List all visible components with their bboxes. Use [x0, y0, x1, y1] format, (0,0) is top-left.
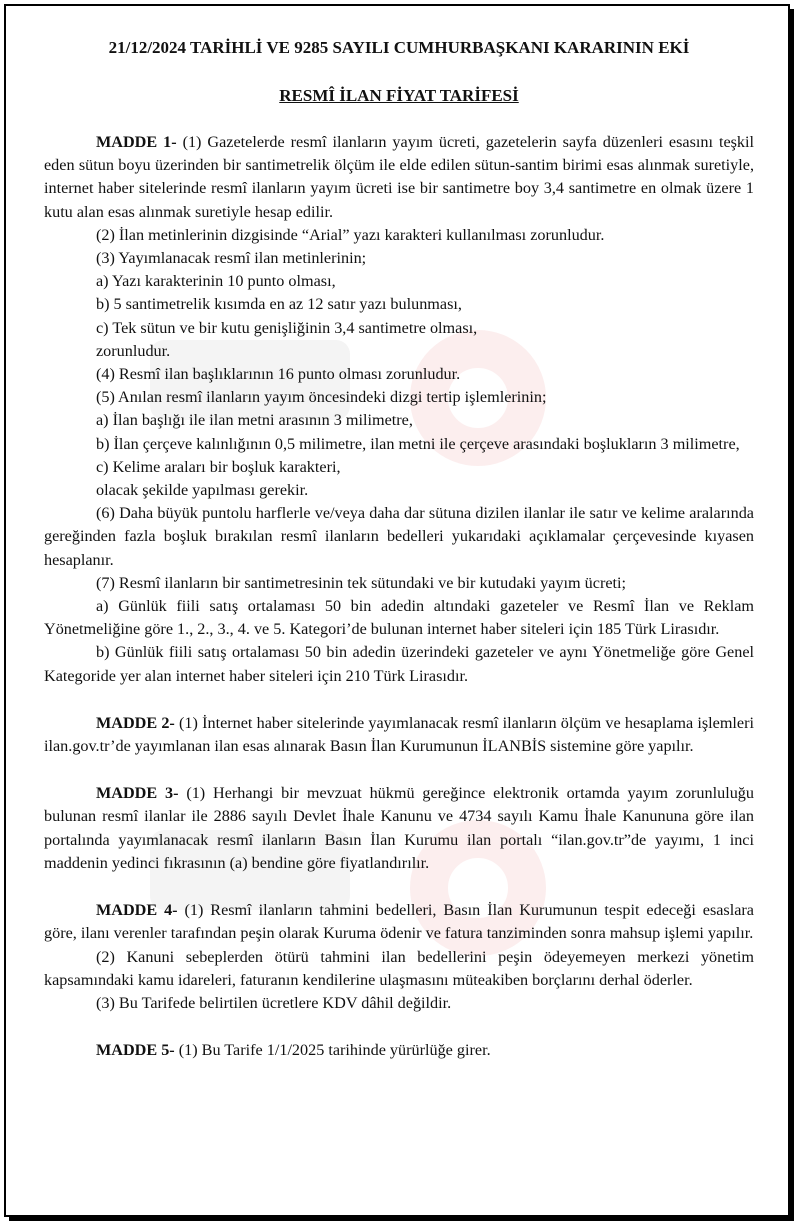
document-subtitle: RESMÎ İLAN FİYAT TARİFESİ — [279, 86, 519, 105]
madde-1-item-5b: b) İlan çerçeve kalınlığının 0,5 milimetre, ilan metni ile çerçeve arasındaki boşlukların 3 milimetre, — [96, 434, 740, 453]
madde-2-heading: MADDE 2- — [96, 713, 175, 732]
document-body — [44, 131, 754, 1062]
madde-1-item-3c: c) Tek sütun ve bir kutu genişliğinin 3,4 santimetre olması, — [96, 318, 478, 337]
madde-4-paragraph-2: (2) Kanuni sebeplerden ötürü tahmini ilan bedellerini peşin ödeyemeyen merkezi yönetim kapsamındaki kamu idareleri, faturanın kendilerine ulaşmasını müteakiben borçlarını derhal öderler. — [44, 947, 754, 989]
madde-1-paragraph-1: MADDE 1- (1) Gazetelerde resmî ilanların yayım ücreti, gazetelerin sayfa düzenleri esasını teşkil eden sütun boyu üzerinden bir santimetrelik ölçüm ile elde edilen sütun-santim birimi esas alınmak suretiyle, internet haber sitelerinde resmî ilanların yayım ücreti ise bir santimetre boy 3,4 santimetre en olmak üzere 1 kutu alan esas alınmak suretiyle hesap edilir. — [44, 133, 755, 221]
madde-1-item-3a: a) Yazı karakterinin 10 punto olması, — [96, 272, 336, 291]
madde-3-heading: MADDE 3- — [96, 784, 179, 803]
madde-2-paragraph-1: MADDE 2- (1) İnternet haber sitelerinde yayımlanacak resmî ilanların ölçüm ve hesaplama işlemleri ilan.gov.tr’de yayımlanan ilan esas alınarak Basın İlan Kurumunun İLANBİS sistemine göre yapılır. — [44, 713, 755, 756]
madde-1-paragraph-6: (6) Daha büyük puntolu harflerle ve/veya daha dar sütuna dizilen ilanlar ile satır ve kelime aralarında gereğinden fazla boşluk bırakılan resmî ilanların bedelleri yukarıdaki açıklamalar çerçevesinde kıyasen hesaplanır. — [44, 504, 754, 569]
madde-1-item-5c: c) Kelime araları bir boşluk karakteri, — [96, 457, 341, 476]
madde-1-paragraph-4: (4) Resmî ilan başlıklarının 16 punto olması zorunludur. — [96, 365, 461, 384]
madde-4-paragraph-3: (3) Bu Tarifede belirtilen ücretlere KDV dâhil değildir. — [96, 993, 452, 1012]
madde-5-paragraph-1: MADDE 5- (1) Bu Tarife 1/1/2025 tarihinde yürürlüğe girer. — [96, 1041, 491, 1060]
madde-1-item-7a: a) Günlük fiili satış ortalaması 50 bin adedin altındaki gazeteler ve Resmî İlan ve Reklam Yönetmeliğine göre 1., 2., 3., 4. ve 5. Kategori’de bulunan internet haber siteleri için 185 Türk Lirasıdır. — [44, 597, 754, 639]
madde-1-item-5a: a) İlan başlığı ile ilan metni arasının 3 milimetre, — [96, 411, 413, 430]
document-title: 21/12/2024 TARİHLİ VE 9285 SAYILI CUMHURBAŞKANI KARARININ EKİ — [108, 38, 690, 57]
madde-1-paragraph-7: (7) Resmî ilanların bir santimetresinin tek sütundaki ve bir kutudaki yayım ücreti; — [96, 573, 627, 592]
madde-1-paragraph-3: (3) Yayımlanacak resmî ilan metinlerinin; — [96, 249, 367, 268]
madde-1-paragraph-2: (2) İlan metinlerinin dizgisinde “Arial” yazı karakteri kullanılması zorunludur. — [96, 225, 605, 244]
madde-4-heading: MADDE 4- — [96, 901, 178, 920]
madde-1-item-3b: b) 5 santimetrelik kısımda en az 12 satır yazı bulunması, — [96, 295, 462, 314]
madde-1-paragraph-3-end: zorunludur. — [96, 341, 171, 360]
madde-1-paragraph-5: (5) Anılan resmî ilanların yayım öncesindeki dizgi tertip işlemlerinin; — [96, 388, 547, 407]
madde-1-paragraph-5-end: olacak şekilde yapılması gerekir. — [96, 481, 309, 500]
madde-5-heading: MADDE 5- — [96, 1041, 175, 1060]
madde-1-heading: MADDE 1- — [96, 133, 177, 151]
madde-3-paragraph-1: MADDE 3- (1) Herhangi bir mevzuat hükmü gereğince elektronik ortamda yayım zorunluluğu bulunan resmî ilanlar ile 2886 sayılı Devlet İhale Kanunu ve 4734 sayılı Kamu İhale Kanununa göre ilan portalında yayımlanacak resmî ilanların Basın İlan Kurumu ilan portalı “ilan.gov.tr”de yayımı, 1 inci maddenin yedinci fıkrasının (a) bendine göre fiyatlandırılır. — [44, 784, 754, 872]
madde-1-item-7b: b) Günlük fiili satış ortalaması 50 bin adedin üzerindeki gazeteler ve aynı Yönetmeliğe göre Genel Kategoride yer alan internet haber siteleri için 210 Türk Lirasıdır. — [44, 643, 754, 685]
madde-4-paragraph-1: MADDE 4- (1) Resmî ilanların tahmini bedelleri, Basın İlan Kurumunun tespit edeceği esaslara göre, ilanı verenler tarafından peşin olarak Kuruma ödenir ve fatura tanziminden sonra mahsup işlemi yapılır. — [44, 901, 754, 943]
